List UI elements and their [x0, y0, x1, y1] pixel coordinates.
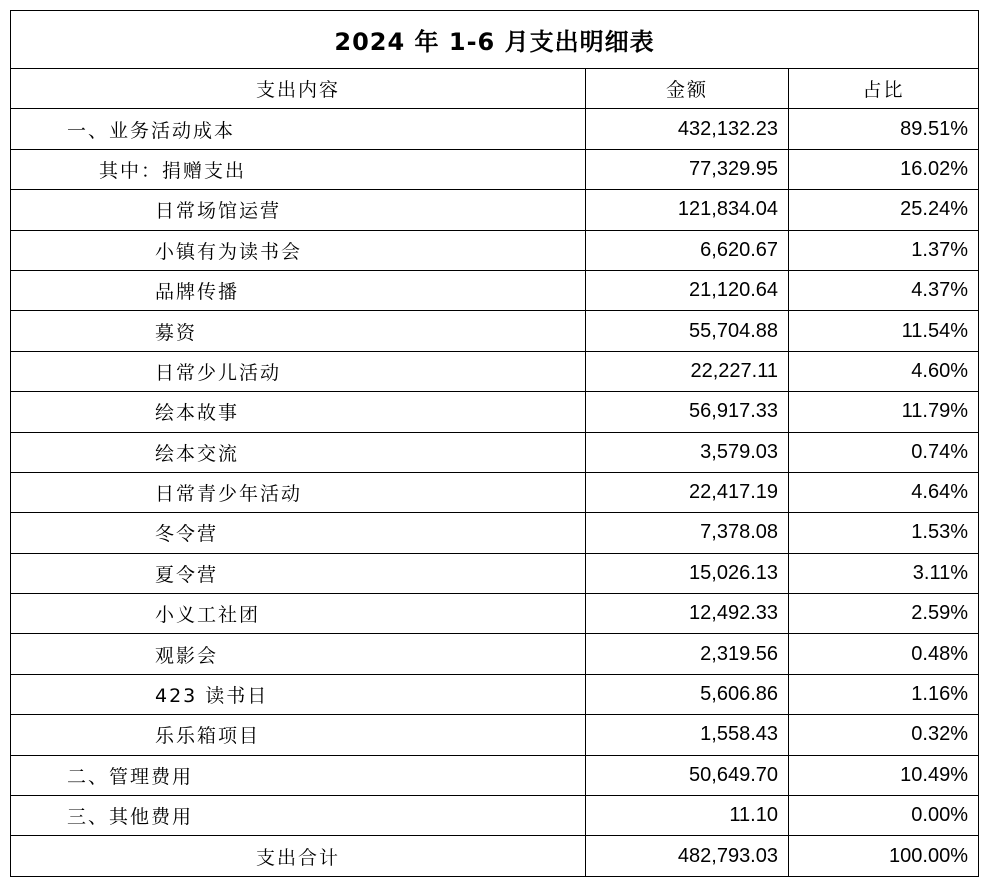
row-ratio: 0.32% — [789, 715, 979, 755]
row-amount: 22,417.19 — [586, 472, 789, 512]
title-row — [11, 11, 979, 69]
row-amount: 7,378.08 — [586, 513, 789, 553]
row-amount: 21,120.64 — [586, 270, 789, 310]
row-ratio: 0.74% — [789, 432, 979, 472]
row-name: 423 读书日 — [11, 674, 586, 714]
row-ratio: 0.00% — [789, 796, 979, 836]
row-amount: 12,492.33 — [586, 594, 789, 634]
table-row — [11, 190, 979, 230]
row-amount: 3,579.03 — [586, 432, 789, 472]
row-ratio: 10.49% — [789, 755, 979, 795]
total-row — [11, 836, 979, 876]
table-row — [11, 715, 979, 755]
row-name: 乐乐箱项目 — [11, 715, 586, 755]
row-name: 日常场馆运营 — [11, 190, 586, 230]
total-ratio: 100.00% — [789, 836, 979, 876]
row-name: 三、其他费用 — [11, 796, 586, 836]
header-row — [11, 69, 979, 109]
row-ratio: 16.02% — [789, 149, 979, 189]
row-ratio: 4.37% — [789, 270, 979, 310]
row-amount: 11.10 — [586, 796, 789, 836]
table-row — [11, 351, 979, 391]
expense-table — [10, 10, 979, 877]
row-name: 日常青少年活动 — [11, 472, 586, 512]
row-name: 观影会 — [11, 634, 586, 674]
row-ratio: 11.79% — [789, 392, 979, 432]
table-row — [11, 472, 979, 512]
row-amount: 22,227.11 — [586, 351, 789, 391]
row-ratio: 25.24% — [789, 190, 979, 230]
row-name: 其中：捐赠支出 — [11, 149, 586, 189]
header-ratio: 占比 — [789, 69, 979, 109]
row-amount: 55,704.88 — [586, 311, 789, 351]
row-amount: 77,329.95 — [586, 149, 789, 189]
row-amount: 5,606.86 — [586, 674, 789, 714]
total-name: 支出合计 — [11, 836, 586, 876]
row-amount: 50,649.70 — [586, 755, 789, 795]
row-name: 夏令营 — [11, 553, 586, 593]
table-row — [11, 513, 979, 553]
row-name: 募资 — [11, 311, 586, 351]
row-ratio: 1.16% — [789, 674, 979, 714]
row-amount: 15,026.13 — [586, 553, 789, 593]
row-name: 一、业务活动成本 — [11, 109, 586, 149]
header-amount: 金额 — [586, 69, 789, 109]
row-amount: 6,620.67 — [586, 230, 789, 270]
row-ratio: 4.60% — [789, 351, 979, 391]
table-title: 2024 年 1-6 月支出明细表 — [11, 11, 979, 69]
row-amount: 1,558.43 — [586, 715, 789, 755]
table-row — [11, 270, 979, 310]
row-ratio: 1.53% — [789, 513, 979, 553]
table-row — [11, 109, 979, 149]
row-amount: 2,319.56 — [586, 634, 789, 674]
table-row — [11, 634, 979, 674]
table-row — [11, 432, 979, 472]
row-name: 日常少儿活动 — [11, 351, 586, 391]
total-amount: 482,793.03 — [586, 836, 789, 876]
row-name: 小镇有为读书会 — [11, 230, 586, 270]
table-row — [11, 796, 979, 836]
row-name: 绘本交流 — [11, 432, 586, 472]
row-name: 绘本故事 — [11, 392, 586, 432]
row-ratio: 1.37% — [789, 230, 979, 270]
row-name: 小义工社团 — [11, 594, 586, 634]
table-row — [11, 149, 979, 189]
table-row — [11, 755, 979, 795]
row-amount: 121,834.04 — [586, 190, 789, 230]
expense-sheet — [10, 10, 978, 877]
row-ratio: 0.48% — [789, 634, 979, 674]
row-ratio: 89.51% — [789, 109, 979, 149]
table-row — [11, 392, 979, 432]
table-row — [11, 594, 979, 634]
header-item: 支出内容 — [11, 69, 586, 109]
row-name: 品牌传播 — [11, 270, 586, 310]
row-ratio: 3.11% — [789, 553, 979, 593]
row-ratio: 11.54% — [789, 311, 979, 351]
row-ratio: 4.64% — [789, 472, 979, 512]
row-name: 冬令营 — [11, 513, 586, 553]
row-amount: 432,132.23 — [586, 109, 789, 149]
row-ratio: 2.59% — [789, 594, 979, 634]
table-row — [11, 311, 979, 351]
row-name: 二、管理费用 — [11, 755, 586, 795]
table-row — [11, 230, 979, 270]
table-row — [11, 553, 979, 593]
row-amount: 56,917.33 — [586, 392, 789, 432]
table-row — [11, 674, 979, 714]
